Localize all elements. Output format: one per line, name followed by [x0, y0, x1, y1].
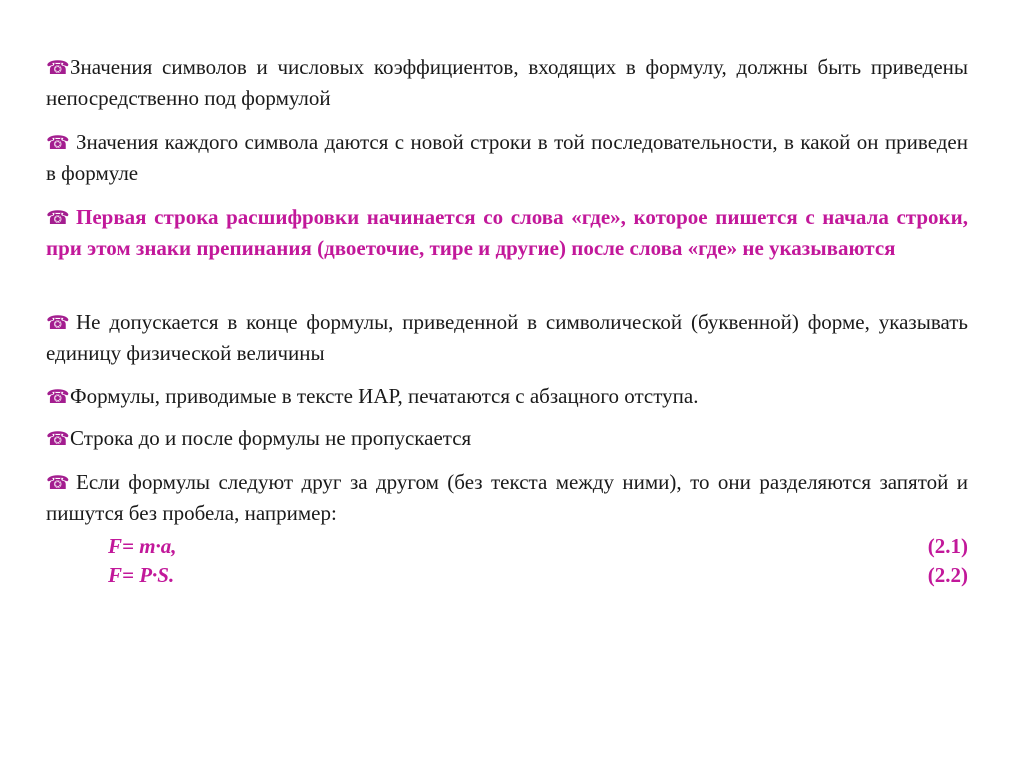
- bullet-text: Формулы, приводимые в тексте ИАР, печатаются с абзацного отступа.: [70, 384, 699, 408]
- telephone-icon: ☎: [46, 132, 70, 154]
- formula-expression: F= m·a,: [108, 534, 177, 558]
- bullet-text: Строка до и после формулы не пропускается: [70, 426, 472, 450]
- bullet-item: [46, 53, 968, 113]
- bullet-text: Первая строка расшифровки начинается со слова «где», которое пишется с начала строки, при этом знаки препинания (двоеточие, тире и другие) после слова «где» не указываются: [46, 205, 968, 260]
- bullet-item: [46, 382, 968, 413]
- formula-row: [108, 532, 968, 561]
- formula-expression: F= P·S.: [108, 563, 175, 587]
- bullet-text: Не допускается в конце формулы, приведенной в символической (буквенной) форме, указывать единицу физической величины: [46, 310, 968, 365]
- bullet-item: [46, 468, 968, 528]
- telephone-icon: ☎: [46, 207, 70, 229]
- bullet-text: Значения каждого символа даются с новой строки в той последовательности, в какой он приведен в формуле: [46, 130, 968, 185]
- telephone-icon: ☎: [46, 57, 70, 79]
- bullet-item: [46, 424, 968, 455]
- formula-number: (2.2): [927, 563, 968, 587]
- bullet-text: Значения символов и числовых коэффициентов, входящих в формулу, должны быть приведены непосредственно под формулой: [46, 55, 968, 110]
- bullet-item: [46, 308, 968, 368]
- formula-number: (2.1): [927, 534, 968, 558]
- telephone-icon: ☎: [46, 386, 70, 408]
- bullet-text: Если формулы следуют друг за другом (без текста между ними), то они разделяются запятой и пишутся без пробела, например:: [46, 470, 968, 525]
- telephone-icon: ☎: [46, 472, 70, 494]
- telephone-icon: ☎: [46, 428, 70, 450]
- bullet-item-highlighted: [46, 203, 968, 263]
- bullet-item: [46, 128, 968, 188]
- formula-row: [108, 561, 968, 590]
- telephone-icon: ☎: [46, 312, 70, 334]
